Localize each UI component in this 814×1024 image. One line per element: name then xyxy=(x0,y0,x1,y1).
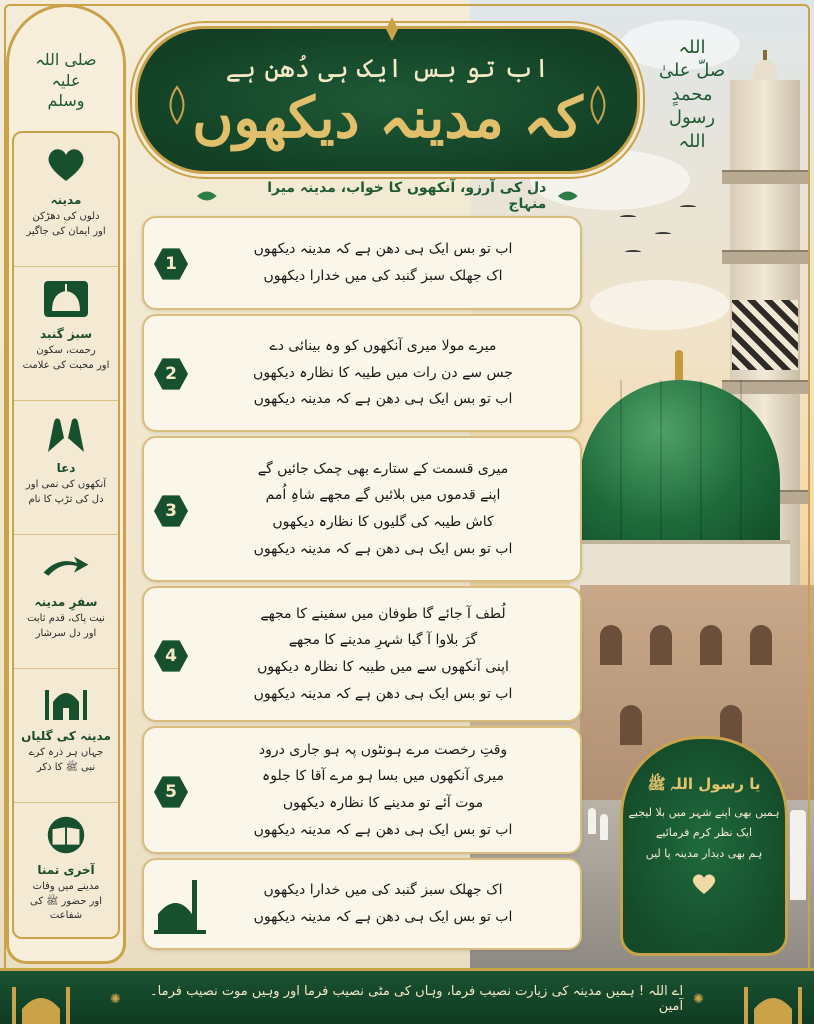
footer-bar xyxy=(0,968,814,1024)
leaf-icon xyxy=(195,189,219,203)
sidebar-item-journey: سفرِ مدینہ نیت پاک، قدم ثابت اور دل سرشار xyxy=(14,535,118,669)
title-banner xyxy=(135,26,640,174)
heart-icon xyxy=(691,872,717,896)
leaf-ornament-icon xyxy=(162,85,192,125)
tagline: دل کی آرزو، آنکھوں کا خواب، مدینہ میرا منہاج xyxy=(195,183,580,209)
verse-line: اب تو بس ایک ہی دھن ہے کہ مدینہ دیکھوں xyxy=(253,821,513,838)
sallallahu-calligraphy: صلی اللہ علیہ وسلم xyxy=(35,49,97,111)
banner-subtitle: اب تو بس ایک ہی دُھن ہے xyxy=(225,54,550,84)
durood-calligraphy: اللہ صلّ علیٰ محمدٍ رسول اللہ xyxy=(658,37,726,152)
sidebar-item-last-wish: آخری تمنا مدینے میں وفات اور حضور ﷺ کی شفاعت xyxy=(14,803,118,937)
verse-line: اب تو بس ایک ہی دھن ہے کہ مدینہ دیکھوں xyxy=(253,909,513,925)
sidebar-item-dua: دعا آنکھوں کی نمی اور دل کی تڑپ کا نام xyxy=(14,401,118,535)
verse-card-5 xyxy=(142,726,582,854)
heart-icon xyxy=(42,143,90,187)
verse-number-badge: 3 xyxy=(154,494,188,528)
verse-line: گرَ بلاوا آ گیا شہرِ مدینے کا مجھے xyxy=(288,632,478,649)
verse-number-badge: 1 xyxy=(154,247,188,281)
dua-line: ایک نظر کرم فرمائیے xyxy=(655,826,753,840)
verse-line: موت آئے تو مدینے کا نظارہ دیکھوں xyxy=(282,795,484,811)
verse-line: اپنی آنکھوں سے میں طیبہ کا نظارہ دیکھوں xyxy=(257,659,509,675)
verse-card-2 xyxy=(142,314,582,432)
dua-title: یا رسول اللہ ﷺ xyxy=(647,775,761,793)
mosque-icon xyxy=(42,679,90,723)
verse-line: میری قسمت کے ستارے بھی چمک جائیں گے xyxy=(257,460,509,477)
verse-line: اک جھلک سبز گنبد کی میں خدارا دیکھوں xyxy=(263,268,503,284)
verse-line: اب تو بس ایک ہی دھن ہے کہ مدینہ دیکھوں xyxy=(253,391,513,408)
journey-arrow-icon xyxy=(42,545,90,589)
verse-line: اب تو بس ایک ہی دھن ہے کہ مدینہ دیکھوں xyxy=(253,685,513,702)
verse-number-badge: 5 xyxy=(154,775,188,809)
sidebar-item-madinah: مدینہ دلوں کی دھڑکن اور ایمان کی جاگیر xyxy=(14,133,118,267)
verse-line: لُطف آ جائے گا طوفان میں سفینے کا مجھے xyxy=(260,605,506,622)
verse-line: اپنے قدموں میں بلائیں گے مجھے شاہِ اُمم xyxy=(265,487,501,504)
leaf-ornament-icon xyxy=(583,85,613,125)
page-title: کہ مدینہ دیکھوں xyxy=(192,85,583,151)
verse-card-1 xyxy=(142,216,582,310)
verse-number-badge: 2 xyxy=(154,357,188,391)
mosque-silhouette-icon xyxy=(738,977,808,1024)
praying-hands-icon xyxy=(42,411,90,455)
sidebar-list xyxy=(12,131,120,939)
verse-card-closing xyxy=(142,858,582,950)
dua-line: ہم بھی دیدار مدینہ پا لیں xyxy=(645,846,763,860)
sidebar-item-streets: مدینہ کی گلیاں جہاں ہر ذرہ کرے نبی ﷺ کا ذکر xyxy=(14,669,118,803)
dua-card xyxy=(620,736,788,956)
mosque-silhouette-icon xyxy=(6,977,76,1024)
leaf-icon xyxy=(556,189,580,203)
sidebar-item-green-dome: سبز گنبد رحمت، سکون اور محبت کی علامت xyxy=(14,267,118,401)
dua-line: ہمیں بھی اپنے شہر میں بلا لیجیے xyxy=(628,806,780,819)
verse-line: وقتِ رخصت مرے ہونٹوں پہ ہو جاری درود xyxy=(258,741,508,758)
flower-ornament-icon: ✺ xyxy=(693,991,704,1007)
verse-number-badge: 4 xyxy=(154,639,188,673)
verse-card-4 xyxy=(142,586,582,722)
verse-line: اب تو بس ایک ہی دھن ہے کہ مدینہ دیکھوں xyxy=(253,540,513,557)
footer-dua-text: اے اللہ ! ہمیں مدینہ کی زیارت نصیب فرما، وہاں کی مٹی نصیب فرما اور وہیں موت نصیب فرما۔ آمین xyxy=(150,984,684,1014)
verse-card-3 xyxy=(142,436,582,582)
verse-line: کاش طیبہ کی گلیوں کا نظارہ دیکھوں xyxy=(272,514,494,530)
mosque-icon xyxy=(152,874,208,938)
verse-line: اب تو بس ایک ہی دھن ہے کہ مدینہ دیکھوں xyxy=(253,241,513,258)
quran-book-icon xyxy=(42,813,90,857)
left-sidebar xyxy=(6,4,126,964)
green-dome-icon xyxy=(42,277,90,321)
flower-ornament-icon: ✺ xyxy=(110,991,121,1007)
verse-line: جس سے دن رات میں طیبہ کا نظارہ دیکھوں xyxy=(253,364,513,381)
verse-line: اک جھلک سبز گنبد کی میں خدارا دیکھوں xyxy=(263,882,503,899)
ornament-icon xyxy=(378,15,406,43)
verse-line: میرے مولا میری آنکھوں کو وہ بینائی دے xyxy=(269,338,497,355)
verse-line: میری آنکھوں میں بسا ہو مرے آقا کا جلوہ xyxy=(262,768,504,785)
